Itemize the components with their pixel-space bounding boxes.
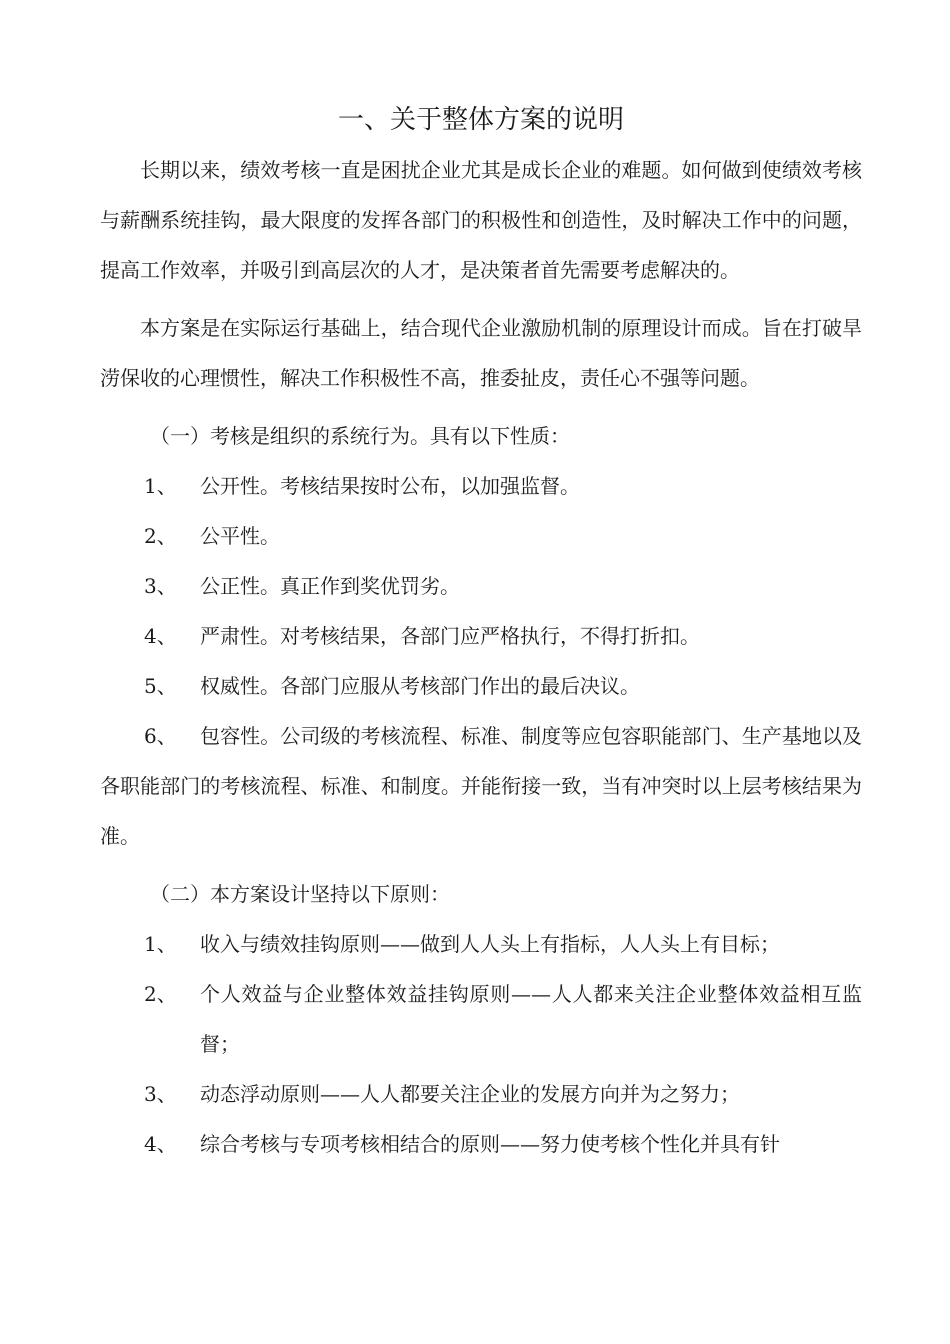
list-item-text: 个人效益与企业整体效益挂钩原则——人人都来关注企业整体效益相互监督； bbox=[200, 982, 862, 1056]
list-item bbox=[100, 969, 862, 1069]
list-item bbox=[100, 461, 862, 511]
list-item-text: 收入与绩效挂钩原则——做到人人头上有指标，人人头上有目标； bbox=[200, 932, 780, 956]
list-item bbox=[100, 711, 862, 861]
list-item-number: 2、 bbox=[144, 982, 177, 1006]
list-item-number: 1、 bbox=[144, 474, 177, 498]
document-body bbox=[100, 98, 862, 1169]
list-item-text: 权威性。各部门应服从考核部门作出的最后决议。 bbox=[200, 674, 640, 698]
list-item-number: 4、 bbox=[144, 624, 177, 648]
document-title: 一、关于整体方案的说明 bbox=[337, 105, 624, 135]
section-2-heading: （二）本方案设计坚持以下原则： bbox=[150, 882, 450, 906]
list-item bbox=[100, 511, 862, 561]
list-item-text: 综合考核与专项考核相结合的原则——努力使考核个性化并具有针 bbox=[200, 1132, 780, 1156]
intro-paragraph-2: 本方案是在实际运行基础上，结合现代企业激励机制的原理设计而成。旨在打破旱涝保收的心理惯性，解决工作积极性不高，推委扯皮，责任心不强等问题。 bbox=[100, 316, 862, 390]
list-item bbox=[100, 611, 862, 661]
list-item-text: 公开性。考核结果按时公布，以加强监督。 bbox=[200, 474, 580, 498]
section-1-heading: （一）考核是组织的系统行为。具有以下性质： bbox=[150, 424, 570, 448]
list-item-number: 5、 bbox=[144, 674, 177, 698]
list-item-number: 1、 bbox=[144, 932, 177, 956]
list-item-number: 2、 bbox=[144, 524, 177, 548]
list-item bbox=[100, 1119, 862, 1169]
list-item-number: 6、 bbox=[144, 724, 177, 748]
list-item bbox=[100, 661, 862, 711]
list-item-number: 3、 bbox=[144, 574, 177, 598]
list-item-text: 动态浮动原则——人人都要关注企业的发展方向并为之努力； bbox=[200, 1082, 740, 1106]
intro-paragraph-1: 长期以来，绩效考核一直是困扰企业尤其是成长企业的难题。如何做到使绩效考核与薪酬系统挂钩，最大限度的发挥各部门的积极性和创造性，及时解决工作中的问题，提高工作效率，并吸引到高层次的人才，是决策者首先需要考虑解决的。 bbox=[100, 158, 862, 282]
list-item-text: 公平性。 bbox=[200, 524, 280, 548]
list-item bbox=[100, 561, 862, 611]
list-item-number: 4、 bbox=[144, 1132, 177, 1156]
list-item-text: 公正性。真正作到奖优罚劣。 bbox=[200, 574, 460, 598]
list-item-number: 3、 bbox=[144, 1082, 177, 1106]
list-item-text: 包容性。公司级的考核流程、标准、制度等应包容职能部门、生产基地以及各职能部门的考核流程、标准、和制度。并能衔接一致，当有冲突时以上层考核结果为准。 bbox=[100, 724, 862, 848]
list-item-text: 严肃性。对考核结果，各部门应严格执行，不得打折扣。 bbox=[200, 624, 700, 648]
list-item bbox=[100, 919, 862, 969]
list-item bbox=[100, 1069, 862, 1119]
